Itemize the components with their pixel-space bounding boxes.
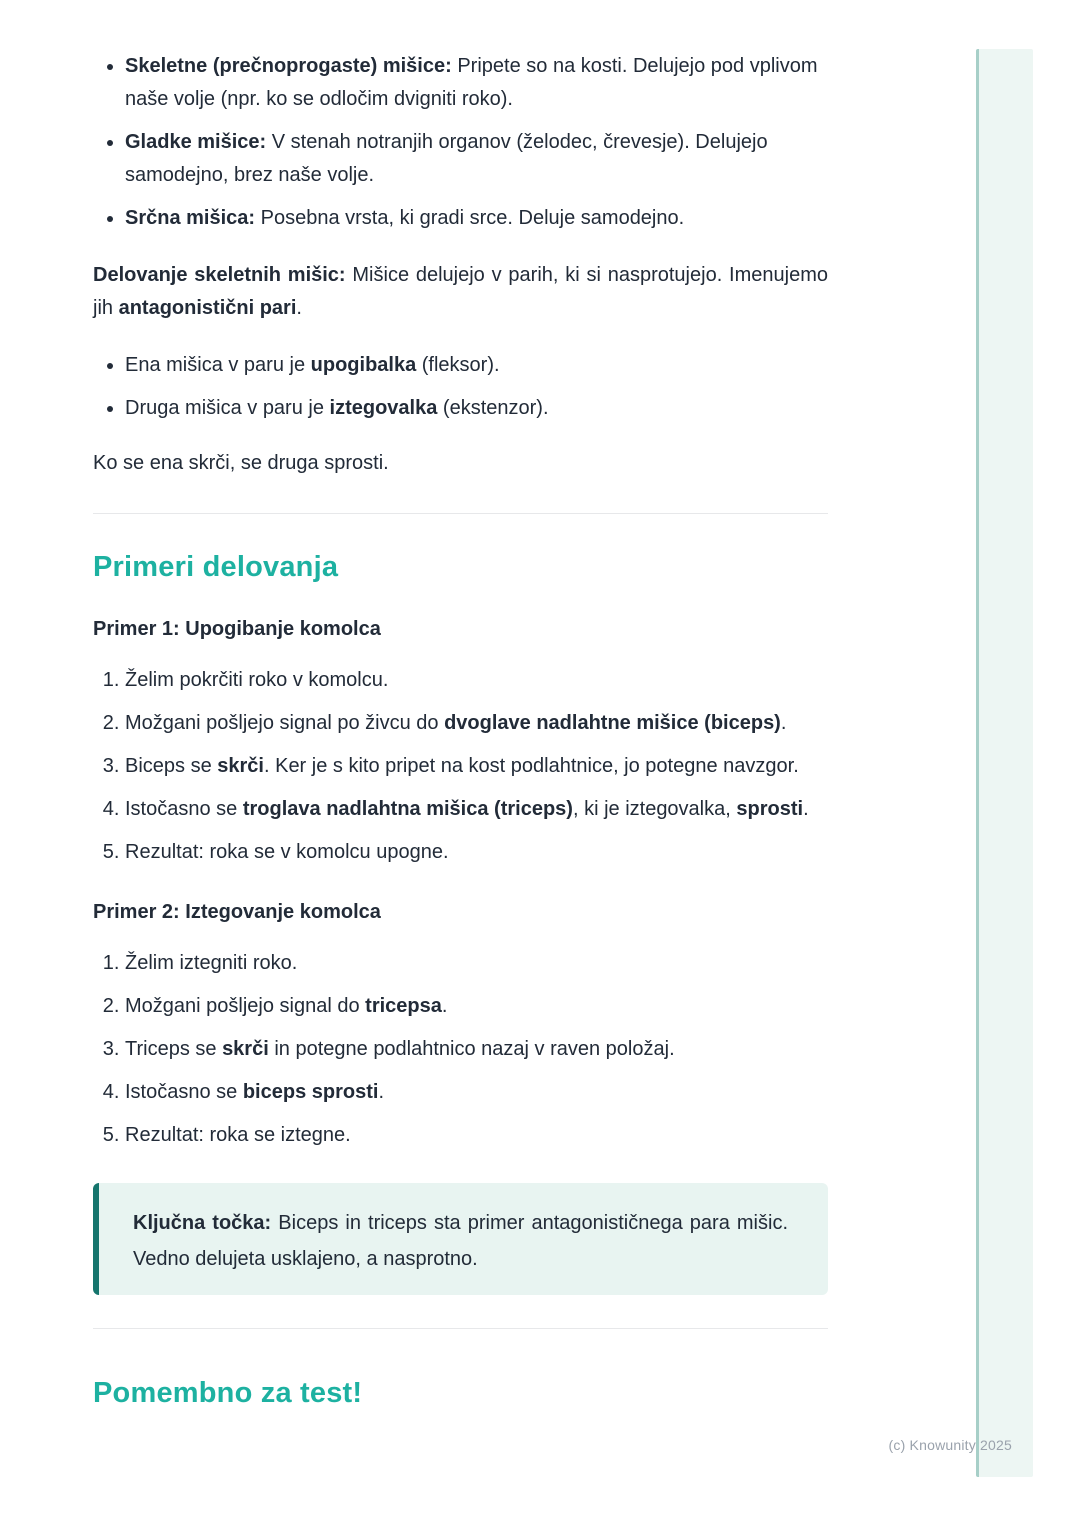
list-item: • Gladke mišice: V stenah notranjih organov (želodec, črevesje). Delujejo samodejno, brez naše volje. [125,126,828,192]
right-margin-highlight-strip [976,49,1033,1477]
step-item: 1. Želim iztegniti roko. [125,947,828,980]
step-item: 4. Istočasno se biceps sprosti. [125,1076,828,1109]
section-divider [93,513,828,514]
watermark: (c) Knowunity 2025 [888,1437,1012,1453]
primer2-title: Primer 2: Iztegovanje komolca [93,901,381,923]
step-item: 2. Možgani pošljejo signal po živcu do dvoglave nadlahtne mišice (biceps). [125,707,828,740]
step-item: 2. Možgani pošljejo signal do tricepsa. [125,990,828,1023]
primer1-steps [93,664,828,869]
document-page [93,0,828,1412]
step-item: 1. Želim pokrčiti roko v komolcu. [125,664,828,697]
muscle-types-list [93,50,828,235]
step-item: 5. Rezultat: roka se v komolcu upogne. [125,836,828,869]
step-item: 3. Triceps se skrči in potegne podlahtnico nazaj v raven položaj. [125,1033,828,1066]
primer1-title: Primer 1: Upogibanje komolca [93,618,381,640]
step-item: 4. Istočasno se troglava nadlahtna mišica (triceps), ki je iztegovalka, sprosti. [125,793,828,826]
section-heading-primeri: Primeri delovanja [93,551,339,583]
delovanje-paragraph: Delovanje skeletnih mišic: Mišice delujejo v parih, ki si nasprotujejo. Imenujemo jih antagonistični pari. [93,264,828,319]
step-item: 5. Rezultat: roka se iztegne. [125,1119,828,1152]
list-item: • Srčna mišica: Posebna vrsta, ki gradi srce. Deluje samodejno. [125,202,828,235]
list-item: • Druga mišica v paru je iztegovalka (ekstenzor). [125,392,828,425]
section-heading-pomembno: Pomembno za test! [93,1377,363,1409]
section-divider [93,1328,828,1329]
list-item: • Skeletne (prečnoprogaste) mišice: Pripete so na kosti. Delujejo pod vplivom naše volje (npr. ko se odločim dvigniti roko). [125,50,828,116]
step-item: 3. Biceps se skrči. Ker je s kito pripet na kost podlahtnice, jo potegne navzgor. [125,750,828,783]
key-point-callout [93,1183,828,1295]
list-item: • Ena mišica v paru je upogibalka (fleksor). [125,349,828,382]
closing-note: Ko se ena skrči, se druga sprosti. [93,452,389,474]
key-point-text: Ključna točka: Biceps in triceps sta primer antagonističnega para mišic. Vedno delujeta usklajeno, a nasprotno. [133,1212,788,1270]
primer2-steps [93,947,828,1152]
antagonist-pair-list [93,349,828,425]
